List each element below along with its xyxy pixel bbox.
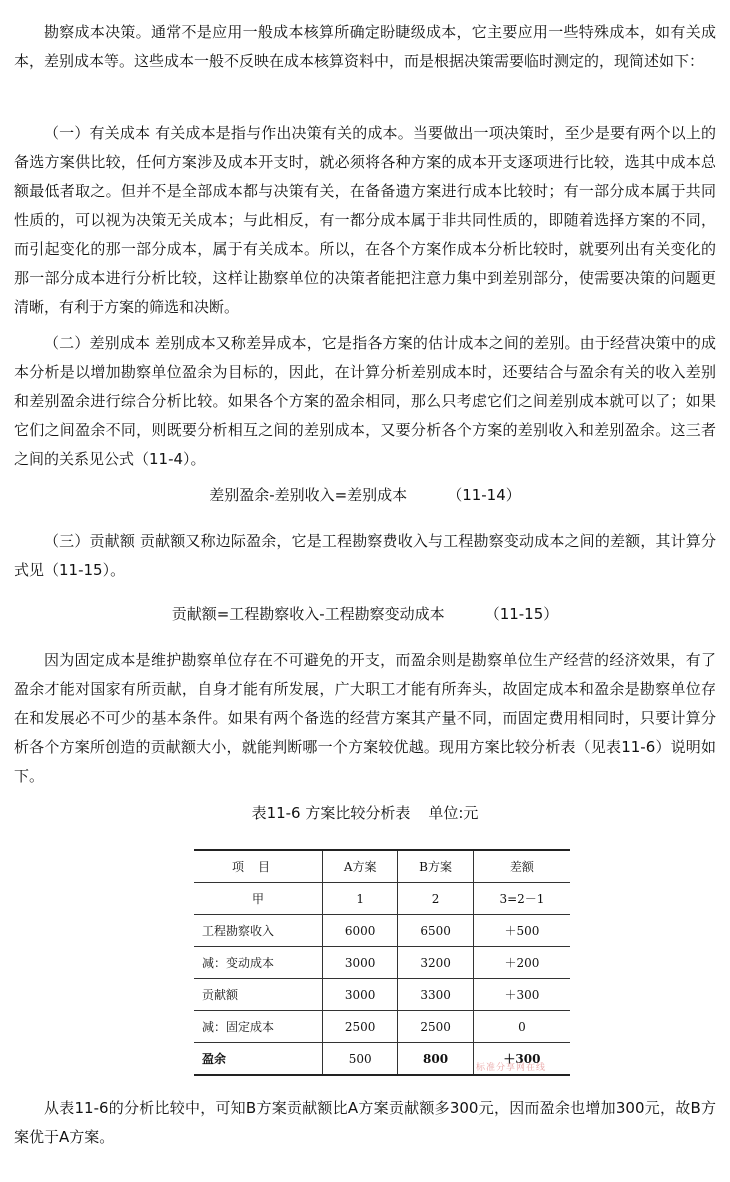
header-plan-a: A方案 [323, 850, 398, 883]
table-title: 表11-6 方案比较分析表 [251, 804, 411, 822]
cell-a: 1 [323, 883, 398, 915]
cell-diff: ＋300 [504, 988, 540, 1002]
table-caption [0, 802, 730, 824]
cell-a: 500 [323, 1043, 398, 1076]
table-row [194, 915, 570, 947]
row-label: 盈余 [194, 1043, 323, 1076]
cell-a: 3000 [323, 979, 398, 1011]
cell-a: 2500 [323, 1011, 398, 1043]
cell-a: 6000 [323, 915, 398, 947]
header-difference: 差额 [509, 860, 534, 874]
formula-number: （11-15） [484, 605, 559, 623]
paragraph-conclusion: 从表11-6的分析比较中，可知B方案贡献额比A方案贡献额多300元，因而盈余也增加300元，故B方案优于A方案。 [14, 1099, 716, 1146]
row-label: 工程勘察收入 [194, 915, 323, 947]
table-unit: 单位:元 [428, 804, 479, 822]
cell-b: 2 [398, 883, 474, 915]
cell-b: 3300 [398, 979, 474, 1011]
cell-b: 2500 [398, 1011, 474, 1043]
cell-b: 6500 [398, 915, 474, 947]
table-row [194, 979, 570, 1011]
table-row [194, 947, 570, 979]
watermark: 标准分享网在线 [476, 1063, 547, 1073]
formula-11-15 [0, 603, 730, 625]
header-item: 项目 [194, 850, 323, 883]
formula-number: （11-14） [447, 486, 521, 504]
paragraph-differential-cost: （二）差别成本 差别成本又称差异成本，它是指各方案的估计成本之间的差别。由于经营决策中的成本分析是以增加勘察单位盈余为目标的，因此，在计算分析差别成本时，还要结合与盈余有关的收入差别和差别盈余进行综合分析比较。如果各个方案的盈余相同，那么只考虑它们之间差别成本就可以了；如果它们之间盈余不同，则既要分析相互之间的差别成本，又要分析各个方案的差别收入和差别盈余。这三者之间的关系见公式（11-4）。 [14, 334, 716, 468]
table-row [194, 883, 570, 915]
row-label: 减：变动成本 [194, 947, 323, 979]
row-label: 减：固定成本 [194, 1011, 323, 1043]
cell-b: 3200 [398, 947, 474, 979]
paragraph-contribution: （三）贡献额 贡献额又称边际盈余，它是工程勘察费收入与工程勘察变动成本之间的差额，其计算分式见（11-15）。 [14, 532, 716, 579]
cell-diff: 0 [518, 1019, 526, 1034]
cell-diff: ＋200 [504, 956, 540, 970]
header-plan-b: B方案 [398, 850, 474, 883]
comparison-table [194, 849, 570, 1076]
paragraph-related-cost: （一）有关成本 有关成本是指与作出决策有关的成本。当要做出一项决策时，至少是要有两个以上的备选方案供比较，任何方案涉及成本开支时，就必须将各种方案的成本开支逐项进行比较，选其中成本总额最低者取之。但并不是全部成本都与决策有关，在备备遗方案进行成本比较时；有一部分成本属于共同性质的，可以视为决策无关成本；与此相反，有一都分成本属于非共同性质的，即随着选择方案的不同，而引起变化的那一部分成本，属于有关成本。所以，在各个方案作成本分析比较时，就要列出有关变化的那一部分成本进行分析比较，这样让勘察单位的决策者能把注意力集中到差别部分，使需要决策的问题更清晰，有利于方案的筛选和决断。 [14, 124, 716, 316]
cell-a: 3000 [323, 947, 398, 979]
cell-diff: ＋300 [503, 1052, 541, 1066]
cell-diff: 3=2－1 [499, 892, 545, 906]
row-label: 贡献额 [194, 979, 323, 1011]
row-label: 甲 [194, 883, 323, 915]
table-row [194, 1011, 570, 1043]
paragraph-intro: 勘察成本决策。通常不是应用一般成本核算所确定盼睫级成本，它主要应用一些特殊成本，如有关成本，差别成本等。这些成本一般不反映在成本核算资料中，而是根据决策需要临时测定的，现简述如下： [14, 23, 716, 70]
paragraph-fixed-cost: 因为固定成本是维护勘察单位存在不可避免的开支，而盈余则是勘察单位生产经营的经济效果，有了盈余才能对国家有所贡献，自身才能有所发展，广大职工才能有所奔头，故固定成本和盈余是勘察单位存在和发展必不可少的基本条件。如果有两个备选的经营方案其产量不同，而固定费用相同时，只要计算分析各个方案所创造的贡献额大小，就能判断哪一个方案较优越。现用方案比较分析表（见表11-6）说明如下。 [14, 651, 716, 785]
table-header-row [194, 850, 570, 883]
formula-text: 贡献额=工程勘察收入-工程勘察变动成本 [171, 605, 445, 623]
cell-diff: ＋500 [504, 924, 540, 938]
formula-11-14 [0, 484, 730, 506]
cell-b: 800 [398, 1043, 474, 1076]
formula-text: 差别盈余-差别收入=差别成本 [209, 486, 408, 504]
